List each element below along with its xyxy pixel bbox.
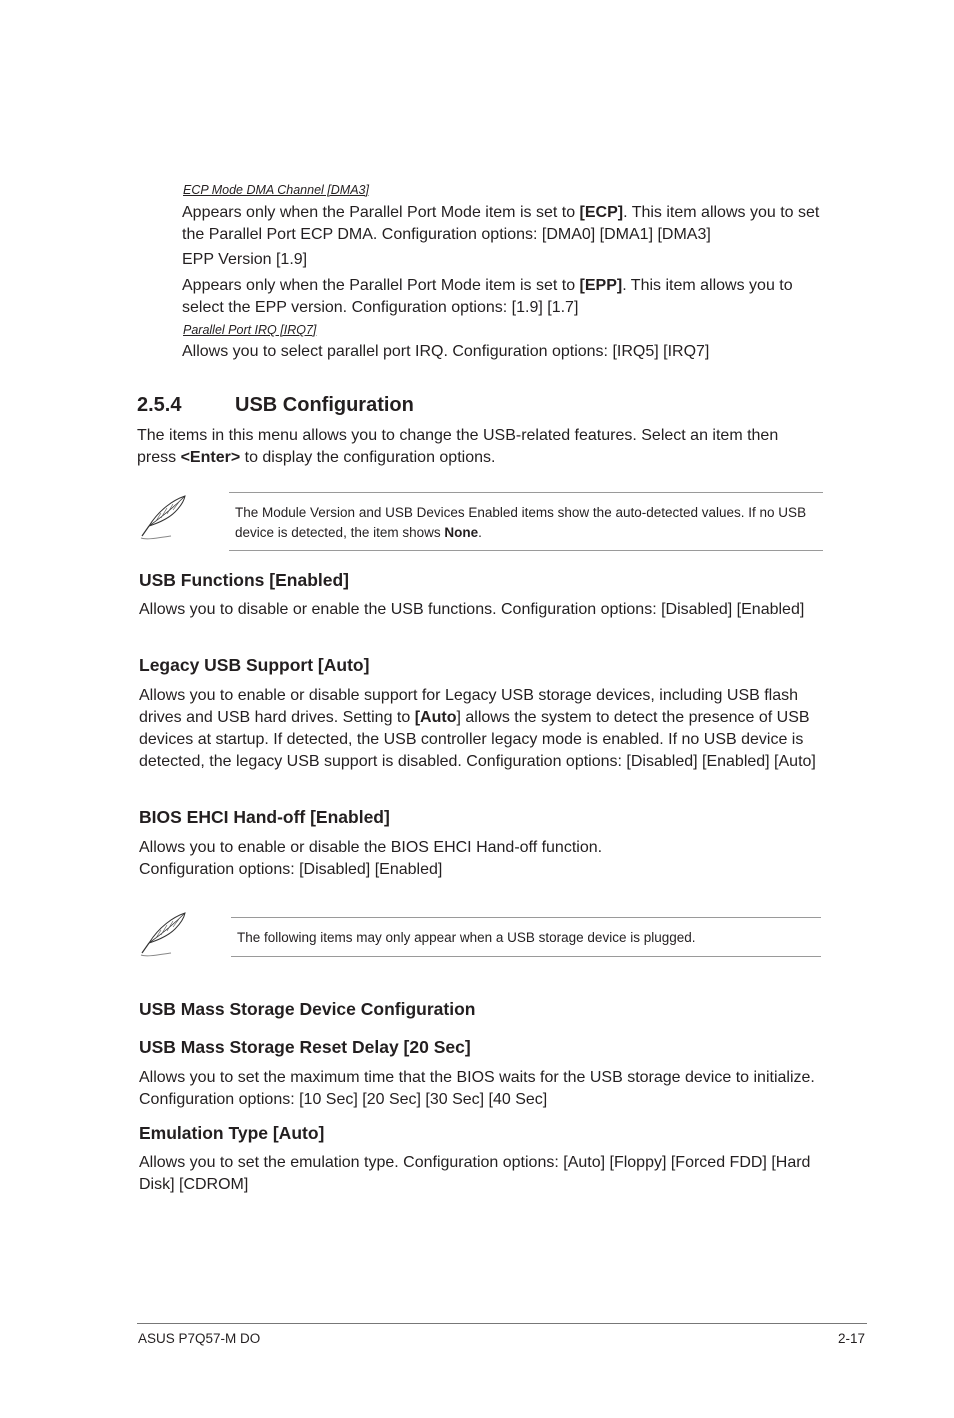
legacy-usb-description <box>139 685 821 773</box>
note-rule-top <box>229 492 823 493</box>
legacy-desc-text: Allows you to enable or disable support for Legacy USB storage devices, including USB flash drives and USB hard drives. Setting to <box>139 687 799 726</box>
feather-pen-icon <box>137 911 189 959</box>
section-title: USB Configuration <box>235 394 414 416</box>
footer-model: ASUS P7Q57-M DO <box>138 1331 261 1346</box>
usb-functions-heading: USB Functions [Enabled] <box>139 570 349 590</box>
feather-pen-icon <box>137 494 189 542</box>
epp-bold: [EPP] <box>579 277 623 294</box>
ecp-dma-desc-text: Appears only when the Parallel Port Mode item is set to <box>182 204 580 221</box>
epp-desc-text: Appears only when the Parallel Port Mode item is set to <box>182 277 580 294</box>
emulation-type-heading: Emulation Type [Auto] <box>139 1123 325 1143</box>
section-intro <box>137 425 817 469</box>
section-intro-bold: <Enter> <box>180 449 241 466</box>
note-rule-top <box>231 917 821 918</box>
section-intro-text: The items in this menu allows you to change the USB-related features. Select an item then press <box>137 427 779 466</box>
note-usb-autodetect <box>235 503 820 543</box>
note-rule-bottom <box>229 550 823 551</box>
note-usb-storage: The following items may only appear when a USB storage device is plugged. <box>237 930 696 945</box>
ecp-dma-bold: [ECP] <box>579 204 624 221</box>
section-intro-text-2: to display the configuration options. <box>240 449 496 466</box>
note1-text-2: . <box>478 525 482 540</box>
legacy-desc-text-2: ] allows the system to detect the presence of USB devices at startup. If detected, the USB controller legacy mode is enabled. If no USB device is detected, the legacy USB support is disabled. Configuration options: [Disabled] [Enabled] [Auto] <box>139 709 816 770</box>
bios-ehci-description-2: Configuration options: [Disabled] [Enabled] <box>139 861 443 878</box>
parallel-irq-heading: Parallel Port IRQ [IRQ7] <box>183 323 317 337</box>
usb-functions-description: Allows you to disable or enable the USB functions. Configuration options: [Disabled] [Enabled] <box>139 601 805 618</box>
legacy-usb-heading: Legacy USB Support [Auto] <box>139 655 370 675</box>
note1-text: The Module Version and USB Devices Enabled items show the auto-detected values. If no USB device is detected, the item shows <box>235 505 807 540</box>
footer-rule <box>137 1323 867 1324</box>
parallel-irq-description: Allows you to select parallel port IRQ. Configuration options: [IRQ5] [IRQ7] <box>182 343 710 360</box>
section-number: 2.5.4 <box>137 394 182 416</box>
note-rule-bottom <box>231 956 821 957</box>
usb-reset-delay-description: Allows you to set the maximum time that the BIOS waits for the USB storage device to initialize. Configuration options: [10 Sec] [20 Sec] [30 Sec] [40 Sec] <box>139 1069 815 1108</box>
ecp-dma-heading: ECP Mode DMA Channel [DMA3] <box>183 183 369 197</box>
epp-version-heading: EPP Version [1.9] <box>182 251 308 268</box>
ecp-dma-desc-text-2: . This item allows you to set the Parallel Port ECP DMA. Configuration options: [DMA0] [DMA1] [DMA3] <box>182 204 820 243</box>
usb-mass-storage-config-heading: USB Mass Storage Device Configuration <box>139 999 476 1019</box>
ecp-dma-description <box>182 202 822 246</box>
epp-version-description <box>182 275 822 319</box>
legacy-bold: [Auto <box>414 709 457 726</box>
bios-ehci-description-1: Allows you to enable or disable the BIOS EHCI Hand-off function. <box>139 839 603 856</box>
note1-bold: None <box>444 525 479 540</box>
emulation-type-description: Allows you to set the emulation type. Configuration options: [Auto] [Floppy] [Forced FDD] [Hard Disk] [CDROM] <box>139 1154 811 1193</box>
bios-ehci-heading: BIOS EHCI Hand-off [Enabled] <box>139 807 390 827</box>
footer-page-number: 2-17 <box>838 1331 866 1346</box>
epp-desc-text-2: . This item allows you to select the EPP version. Configuration options: [1.9] [1.7] <box>182 277 793 316</box>
usb-reset-delay-heading: USB Mass Storage Reset Delay [20 Sec] <box>139 1037 471 1057</box>
